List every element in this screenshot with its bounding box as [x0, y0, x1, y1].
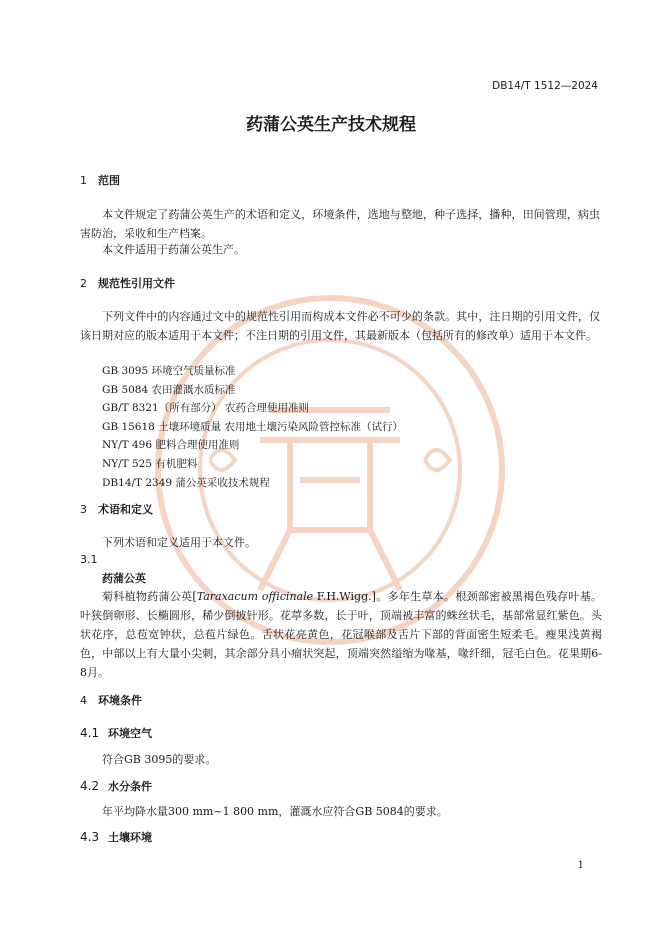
section-title: 术语和定义 — [98, 503, 153, 516]
subsection-title: 水分条件 — [108, 780, 152, 793]
reference-item: NY/T 525 有机肥料 — [102, 457, 198, 470]
section-number: 2 — [80, 277, 87, 290]
subsection-title: 土壤环境 — [108, 831, 152, 844]
page-number: 1 — [577, 860, 584, 871]
document-title: 药蒲公英生产技术规程 — [246, 115, 416, 135]
definition-text: 菊科植物药蒲公英[ — [102, 590, 197, 603]
section-1-heading — [80, 172, 120, 188]
section-number: 1 — [80, 174, 87, 187]
section-number: 4 — [80, 694, 87, 707]
subsection-number: 4.1 — [80, 726, 100, 740]
reference-item: DB14/T 2349 蒲公英采收技术规程 — [102, 476, 270, 489]
section-2-paragraph-1: 下列文件中的内容通过文中的规范性引用而构成本文件必不可少的条款。其中，注日期的引用文件，仅该日期对应的版本适用于本文件；不注日期的引用文件，其最新版本（包括所有的修改单）适用于本文件。 — [80, 310, 600, 342]
section-3-paragraph-1: 下列术语和定义适用于本文件。 — [102, 536, 256, 549]
subsection-number: 4.2 — [80, 779, 100, 793]
section-1-paragraph-2: 本文件适用于药蒲公英生产。 — [102, 243, 245, 256]
subsection-4-1-text: 符合GB 3095的要求。 — [102, 753, 217, 766]
subsection-4-1-heading — [80, 725, 152, 741]
section-3-heading — [80, 501, 153, 517]
reference-item: NY/T 496 肥料合理使用准则 — [102, 439, 240, 452]
standard-number: DB14/T 1512—2024 — [492, 80, 598, 92]
latin-name: Taraxacum officinale — [196, 590, 314, 603]
definition-text: F.H.Wigg.]。多年生草本。根颈部密被黑褐色残存叶基。叶狭倒卵形、长椭圆形，稀少倒披针形。花葶多数，长于叶，顶端被丰富的蛛丝状毛，基部常显红紫色。头状花序，总苞宽钟状，总苞片绿色。舌状花亮黄色，花冠喉部及舌片下部的背面密生短柔毛。瘦果浅黄褐色，中部以上有大量小尖刺，其余部分具小瘤状突起，顶端突然缢缩为喙基，喙纤细，冠毛白色。花果期6-8月。 — [80, 590, 603, 679]
subsection-4-2-text: 年平均降水量300 mm~1 800 mm，灌溉水应符合GB 5084的要求。 — [102, 805, 448, 818]
reference-item: GB 15618 土壤环境质量 农用地土壤污染风险管控标准（试行） — [102, 420, 404, 433]
section-title: 范围 — [98, 174, 120, 187]
section-2-heading — [80, 275, 175, 291]
normative-references-list — [102, 362, 403, 492]
section-1-paragraph-1: 本文件规定了药蒲公英生产的术语和定义，环境条件，选地与整地，种子选择，播种，田间管理，病虫害防治，采收和生产档案。 — [80, 208, 600, 240]
section-title: 环境条件 — [98, 694, 142, 707]
subsection-4-2-heading — [80, 778, 152, 794]
subsection-title: 环境空气 — [108, 727, 152, 740]
term-definition — [80, 587, 602, 682]
subsection-4-3-heading — [80, 829, 152, 845]
term-number: 3.1 — [80, 553, 98, 566]
reference-item: GB 5084 农田灌溉水质标准 — [102, 383, 236, 396]
reference-item: GB 3095 环境空气质量标准 — [102, 365, 236, 377]
section-title: 规范性引用文件 — [98, 277, 175, 290]
section-number: 3 — [80, 503, 87, 516]
subsection-number: 4.3 — [80, 830, 100, 844]
term-name: 药蒲公英 — [102, 572, 146, 585]
section-4-heading — [80, 692, 142, 708]
reference-item: GB/T 8321（所有部分） 农药合理使用准则 — [102, 402, 310, 415]
